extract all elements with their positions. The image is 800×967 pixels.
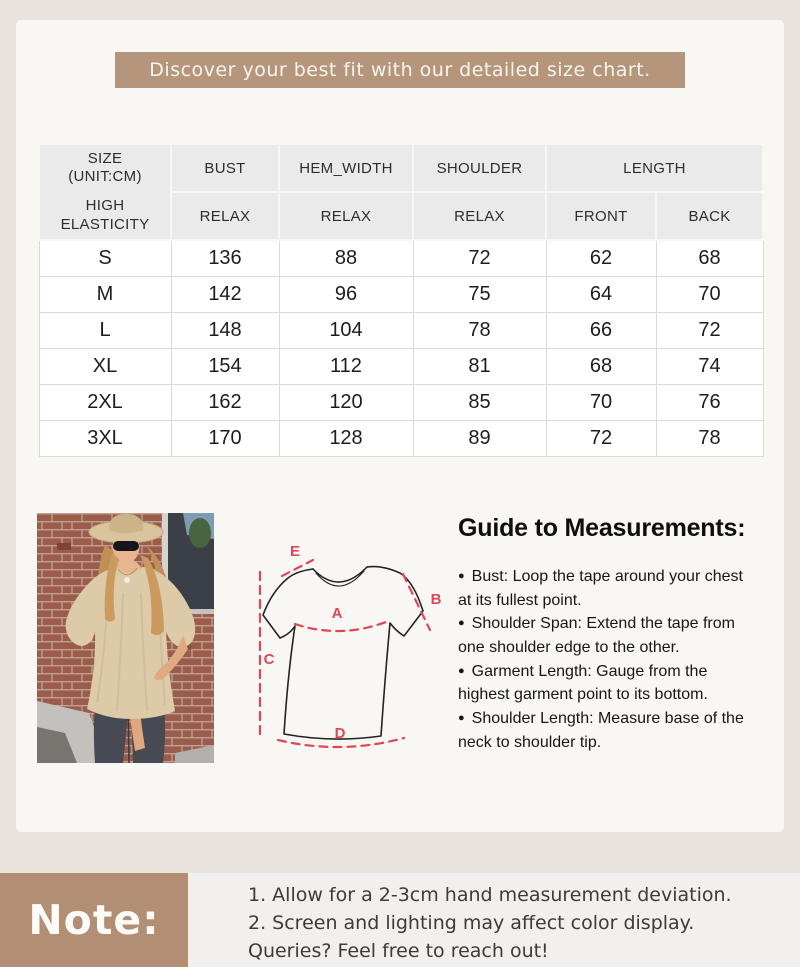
value-cell: 81 <box>413 348 546 384</box>
value-cell: 112 <box>279 348 413 384</box>
measure-labels <box>264 543 442 742</box>
label-d: D <box>334 725 346 742</box>
table-row-m <box>39 276 763 312</box>
size-table-corner-header <box>39 144 171 240</box>
measure-line-bust <box>295 622 386 631</box>
value-cell: 70 <box>656 276 763 312</box>
corner-unit-label: (UNIT:CM) <box>68 168 142 186</box>
measure-line-sleeve <box>403 574 430 630</box>
label-b: B <box>430 591 442 608</box>
value-cell: 72 <box>656 312 763 348</box>
guide-bullet-text: Shoulder Span: Extend the tape from one shoulder edge to the other. <box>458 615 735 657</box>
table-row-2xl <box>39 384 763 420</box>
value-cell: 70 <box>546 384 656 420</box>
size-cell: L <box>39 312 171 348</box>
note-line-2: 2. Screen and lighting may affect color display. <box>248 912 695 934</box>
subheader-length-front: FRONT <box>546 192 656 240</box>
size-cell: 2XL <box>39 384 171 420</box>
note-label: Note: <box>28 896 160 944</box>
value-cell: 78 <box>413 312 546 348</box>
guide-bullet-bust <box>458 565 760 612</box>
size-table <box>38 143 764 457</box>
sunglasses <box>113 541 139 551</box>
corner-elasticity-label: ELASTICITY <box>60 215 150 233</box>
value-cell: 85 <box>413 384 546 420</box>
value-cell: 68 <box>546 348 656 384</box>
value-cell: 170 <box>171 420 279 456</box>
note-line-1: 1. Allow for a 2-3cm hand measurement deviation. <box>248 884 732 906</box>
value-cell: 89 <box>413 420 546 456</box>
value-cell: 104 <box>279 312 413 348</box>
header-length: LENGTH <box>546 144 763 192</box>
value-cell: 72 <box>413 240 546 276</box>
subheader-hem-relax: RELAX <box>279 192 413 240</box>
size-cell: 3XL <box>39 420 171 456</box>
size-cell: S <box>39 240 171 276</box>
value-cell: 75 <box>413 276 546 312</box>
corner-high-label: HIGH <box>85 197 125 214</box>
header-shoulder: SHOULDER <box>413 144 546 192</box>
guide-bullet-text: Shoulder Length: Measure base of the neck to shoulder tip. <box>458 710 744 751</box>
bullet-dot: ● <box>458 664 465 677</box>
guide-bullet-text: Garment Length: Gauge from the highest garment point to its bottom. <box>458 662 708 704</box>
value-cell: 66 <box>546 312 656 348</box>
table-row-3xl <box>39 420 763 456</box>
value-cell: 96 <box>279 276 413 312</box>
value-cell: 88 <box>279 240 413 276</box>
value-cell: 76 <box>656 384 763 420</box>
note-text-block <box>188 873 800 967</box>
bullet-dot: ● <box>458 570 465 582</box>
value-cell: 74 <box>656 348 763 384</box>
value-cell: 128 <box>279 420 413 456</box>
value-cell: 64 <box>546 276 656 312</box>
model-photo <box>37 513 214 763</box>
value-cell: 136 <box>171 240 279 276</box>
guide-title: Guide to Measurements: <box>458 514 746 542</box>
bullet-dot: ● <box>458 617 465 630</box>
table-row-s <box>39 240 763 276</box>
content-card <box>16 20 784 832</box>
note-label-block <box>0 873 188 967</box>
guide-bullet-garment-length <box>458 660 760 707</box>
value-cell: 72 <box>546 420 656 456</box>
label-c: C <box>263 651 275 668</box>
corner-size-label: SIZE <box>87 149 123 167</box>
value-cell: 78 <box>656 420 763 456</box>
size-cell: XL <box>39 348 171 384</box>
value-cell: 68 <box>656 240 763 276</box>
subheader-length-back: BACK <box>656 192 763 240</box>
value-cell: 162 <box>171 384 279 420</box>
guide-bullet-shoulder-length <box>458 707 760 754</box>
value-cell: 148 <box>171 312 279 348</box>
value-cell: 154 <box>171 348 279 384</box>
size-table-header <box>39 144 763 240</box>
size-table-body <box>39 240 763 456</box>
label-a: A <box>331 605 343 622</box>
table-row-xl <box>39 348 763 384</box>
measurement-diagram <box>233 512 451 764</box>
bullet-dot: ● <box>458 712 465 725</box>
label-e: E <box>289 543 301 560</box>
subheader-shoulder-relax: RELAX <box>413 192 546 240</box>
shirt-outline <box>263 567 423 739</box>
note-line-3: Queries? Feel free to reach out! <box>248 940 549 962</box>
banner: Discover your best fit with our detailed size chart. <box>115 52 685 88</box>
corner-gap <box>40 187 170 197</box>
subheader-bust-relax: RELAX <box>171 192 279 240</box>
guide-bullet-shoulder-span <box>458 612 760 659</box>
value-cell: 120 <box>279 384 413 420</box>
guide-section <box>458 514 760 754</box>
guide-bullet-text: Bust: Loop the tape around your chest at its fullest point. <box>458 568 743 609</box>
header-hem-width: HEM_WIDTH <box>279 144 413 192</box>
measure-line-shoulder <box>282 560 313 576</box>
value-cell: 62 <box>546 240 656 276</box>
header-bust: BUST <box>171 144 279 192</box>
value-cell: 142 <box>171 276 279 312</box>
table-row-l <box>39 312 763 348</box>
size-cell: M <box>39 276 171 312</box>
